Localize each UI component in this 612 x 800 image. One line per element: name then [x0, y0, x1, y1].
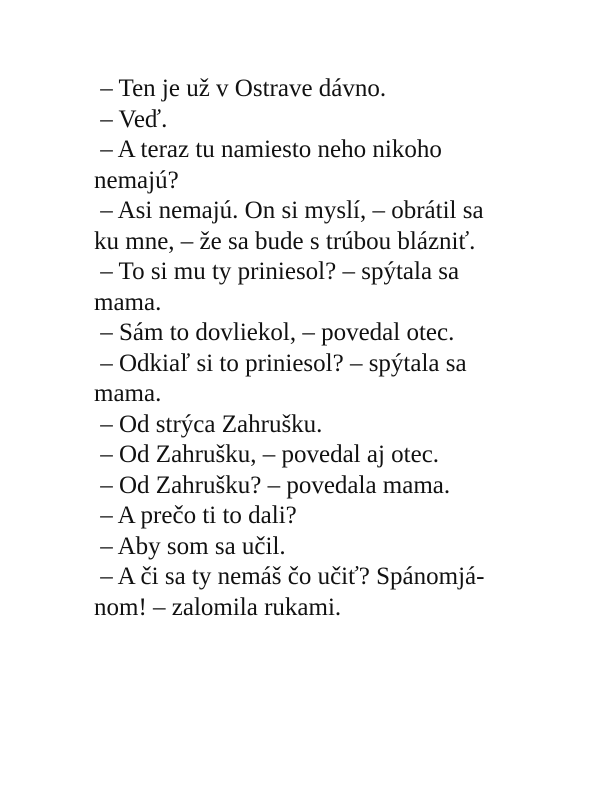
- page-text: [94, 74, 539, 623]
- text-line: nemajú?: [94, 166, 179, 194]
- text-line: – Asi nemajú. On si myslí, – obrátil sa: [94, 197, 484, 224]
- text-line: nom! – zalomila rukami.: [94, 593, 342, 621]
- text-line: – Od Zahrušku, – povedal aj otec.: [94, 441, 440, 468]
- text-line: – Odkiaľ si to priniesol? – spýtala sa: [94, 349, 467, 377]
- text-line: – Od strýca Zahrušku.: [94, 410, 323, 438]
- text-line: – A prečo ti to dali?: [94, 502, 297, 529]
- text-line: – Sám to dovliekol, – povedal otec.: [94, 319, 455, 346]
- text-line: mama.: [94, 380, 162, 407]
- text-line: ku mne, – že sa bude s trúbou blázniť.: [94, 227, 476, 255]
- text-line: – A či sa ty nemáš čo učiť? Spánomjá-: [94, 563, 485, 590]
- text-line: – Od Zahrušku? – povedala mama.: [94, 471, 451, 499]
- text-line: mama.: [94, 288, 162, 316]
- text-line: – Aby som sa učil.: [94, 532, 286, 560]
- text-line: – To si mu ty priniesol? – spýtala sa: [94, 258, 460, 285]
- text-line: – Ten je už v Ostrave dávno.: [94, 75, 387, 102]
- text-line: – A teraz tu namiesto neho nikoho: [94, 136, 442, 163]
- text-line: – Veď.: [94, 105, 168, 133]
